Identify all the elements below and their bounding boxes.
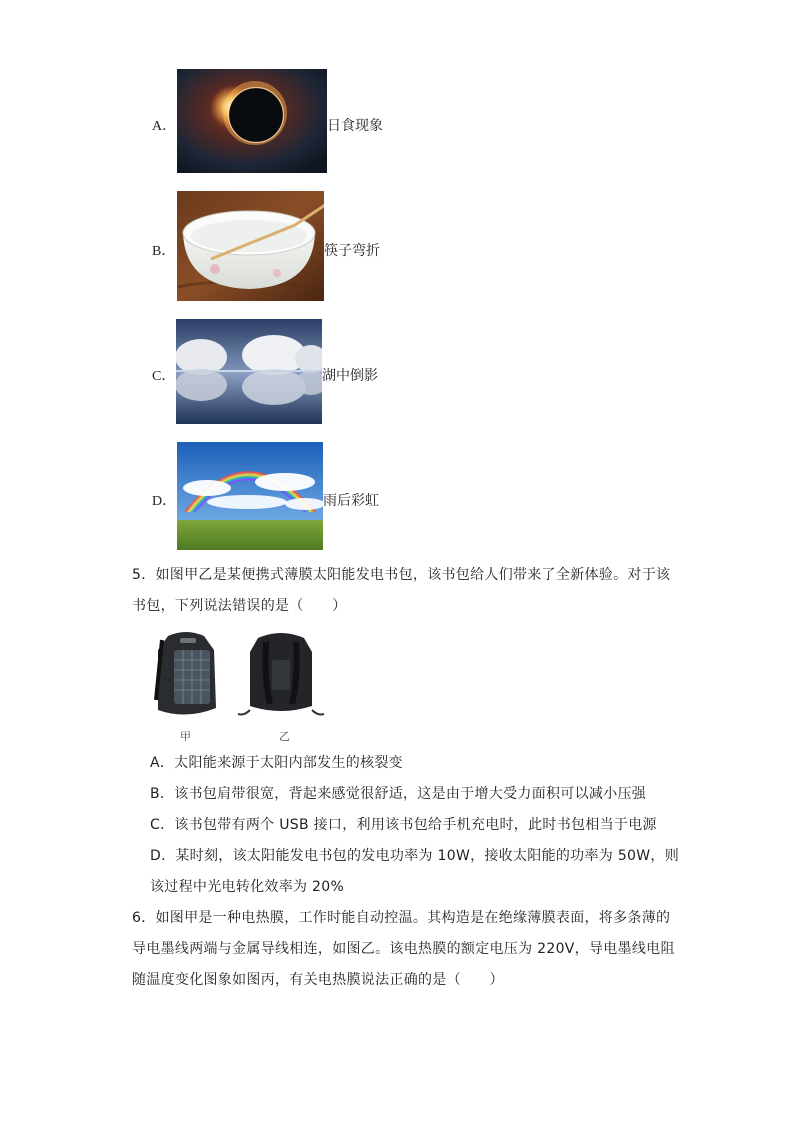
- option-d-caption: 雨后彩虹: [323, 493, 379, 509]
- q5-option-d-line2: 该过程中光电转化效率为 20%: [150, 879, 345, 895]
- solar-eclipse-photo: [177, 69, 327, 173]
- question-5-stem: [132, 560, 692, 622]
- figure-label-jia: 甲: [180, 730, 191, 743]
- figure-label-yi: 乙: [279, 730, 290, 743]
- question-5-stem-line1: 5．如图甲乙是某便携式薄膜太阳能发电书包，该书包给人们带来了全新体验。对于该: [132, 567, 671, 583]
- option-a-letter: A．: [152, 119, 177, 134]
- question-6-line2: 导电墨线两端与金属导线相连，如图乙。该电热膜的额定电压为 220V，导电墨线电阻: [132, 941, 675, 957]
- q5-option-d: D．某时刻，该太阳能发电书包的发电功率为 10W，接收太阳能的功率为 50W，则: [150, 848, 679, 864]
- question-6-line1: 6．如图甲是一种电热膜，工作时能自动控温。其构造是在绝缘薄膜表面，将多条薄的: [132, 910, 671, 926]
- option-c-caption: 湖中倒影: [322, 368, 378, 384]
- question-6-line3: 随温度变化图象如图丙，有关电热膜说法正确的是（ ）: [132, 972, 504, 988]
- backpack-jia-image: [150, 630, 222, 720]
- question-6-stem: [132, 903, 702, 996]
- option-c-letter: C．: [152, 369, 176, 384]
- q5-option-b: B．该书包肩带很宽，背起来感觉很舒适，这是由于增大受力面积可以减小压强: [150, 786, 647, 802]
- backpack-yi-image: [236, 630, 326, 720]
- option-b-letter: B．: [152, 244, 176, 259]
- bent-chopsticks-photo: [177, 191, 324, 301]
- q5-option-a: A．太阳能来源于太阳内部发生的核裂变: [150, 755, 403, 771]
- lake-reflection-photo: [176, 319, 322, 424]
- option-a-caption: 日食现象: [327, 118, 383, 134]
- option-b-caption: 筷子弯折: [324, 243, 380, 259]
- rainbow-photo: [177, 442, 323, 550]
- q5-option-c: C．该书包带有两个 USB 接口，利用该书包给手机充电时，此时书包相当于电源: [150, 817, 657, 833]
- question-5-stem-line2: 书包，下列说法错误的是（ ）: [132, 598, 347, 614]
- question-5-options: [150, 748, 710, 903]
- option-d-letter: D．: [152, 494, 177, 509]
